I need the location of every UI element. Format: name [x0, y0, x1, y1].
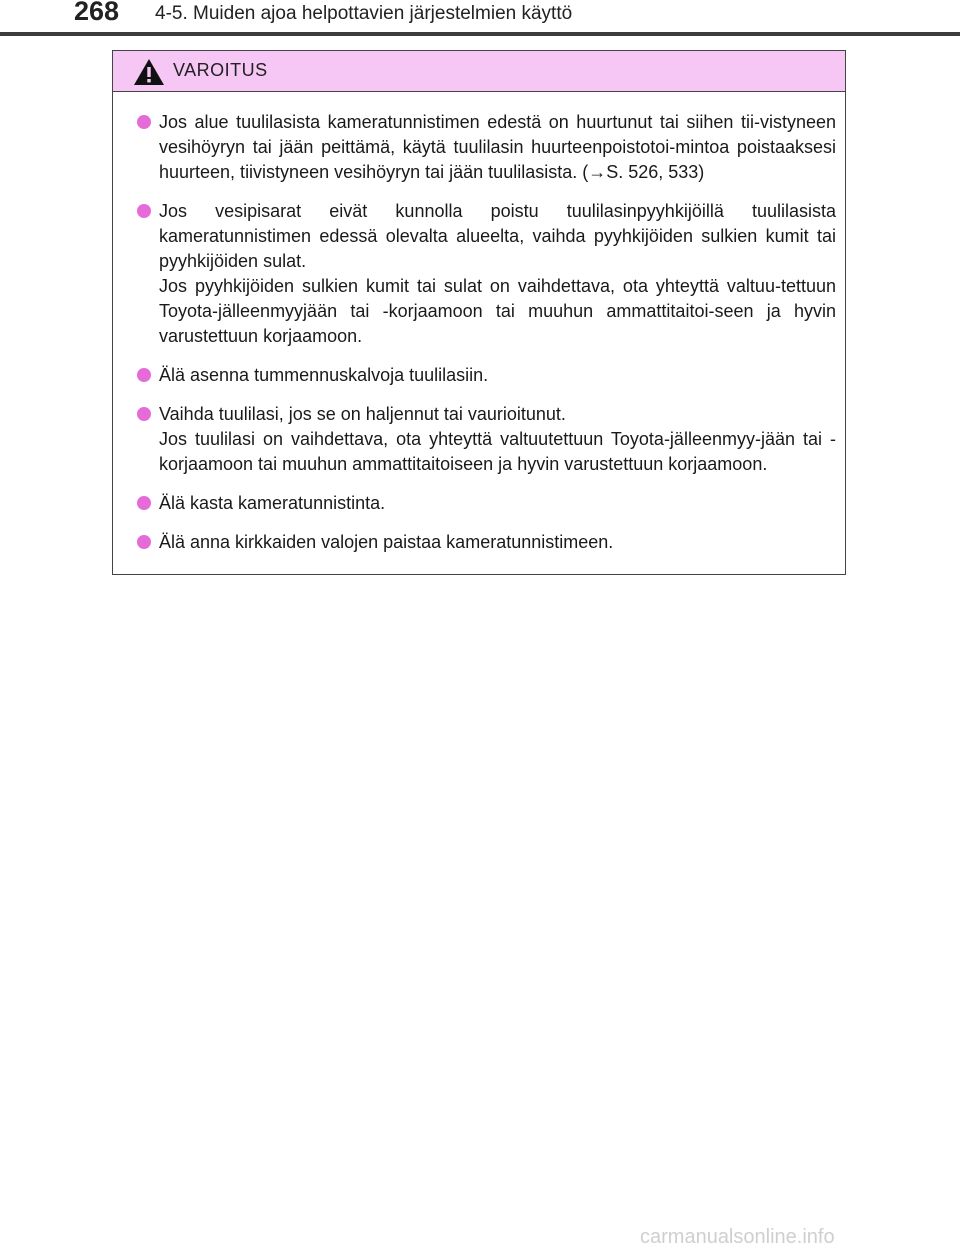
warning-box	[112, 50, 846, 575]
warning-item-text: Älä anna kirkkaiden valojen paistaa kameratunnistimeen.	[159, 532, 614, 552]
warning-item	[136, 110, 836, 185]
warning-item	[136, 199, 836, 349]
warning-item-text: Jos tuulilasi on vaihdettava, ota yhteyttä valtuutettuun Toyota-jälleenmyy-jään tai -korjaamoon tai muuhun ammattitaitoiseen ja hyvin varustettuun korjaamoon.	[159, 429, 836, 474]
warning-body	[113, 92, 845, 555]
page-number: 268	[74, 0, 120, 26]
bullet-dot-icon	[137, 204, 151, 218]
warning-item-text: Jos pyyhkijöiden sulkien kumit tai sulat on vaihdettava, ota yhteyttä valtuu-tettuun Toyota-jälleenmyyjään tai -korjaamoon tai muuhun ammattitaitoi-seen ja hyvin varustettuun korjaamoon.	[159, 276, 836, 346]
warning-item-text: Vaihda tuulilasi, jos se on haljennut tai vaurioitunut.	[159, 404, 566, 424]
bullet-dot-icon	[137, 115, 151, 129]
section-title: 4-5. Muiden ajoa helpottavien järjestelmien käyttö	[155, 3, 573, 24]
bullet-dot-icon	[137, 407, 151, 421]
warning-label: VAROITUS	[173, 60, 268, 80]
page-header	[0, 0, 960, 40]
warning-item-text: Jos alue tuulilasista kameratunnistimen edestä on huurtunut tai siihen tii-vistyneen vesihöyryn tai jään peittämä, käytä tuulilasin huurteenpoistotoi-mintoa poistaaksesi huurteen, tiivistyneen vesihöyryn tai jään tuulilasista. (→S. 526, 533)	[159, 112, 836, 182]
bullet-dot-icon	[137, 368, 151, 382]
warning-item	[136, 363, 836, 388]
warning-triangle-icon	[133, 58, 165, 86]
warning-item-text: Älä kasta kameratunnistinta.	[159, 493, 386, 513]
warning-item	[136, 402, 836, 477]
bullet-dot-icon	[137, 496, 151, 510]
watermark: carmanualsonline.info	[640, 1226, 835, 1248]
warning-header	[113, 51, 845, 92]
bullet-dot-icon	[137, 535, 151, 549]
warning-item	[136, 530, 836, 555]
warning-item	[136, 491, 836, 516]
warning-item-text: Jos vesipisarat eivät kunnolla poistu tuulilasinpyyhkijöillä tuulilasista kameratunnistimen edessä olevalta alueelta, vaihda pyyhkijöiden sulkien kumit tai pyyhkijöiden sulat.	[159, 201, 836, 271]
header-rule	[0, 32, 960, 36]
warning-item-text: Älä asenna tummennuskalvoja tuulilasiin.	[159, 365, 489, 385]
